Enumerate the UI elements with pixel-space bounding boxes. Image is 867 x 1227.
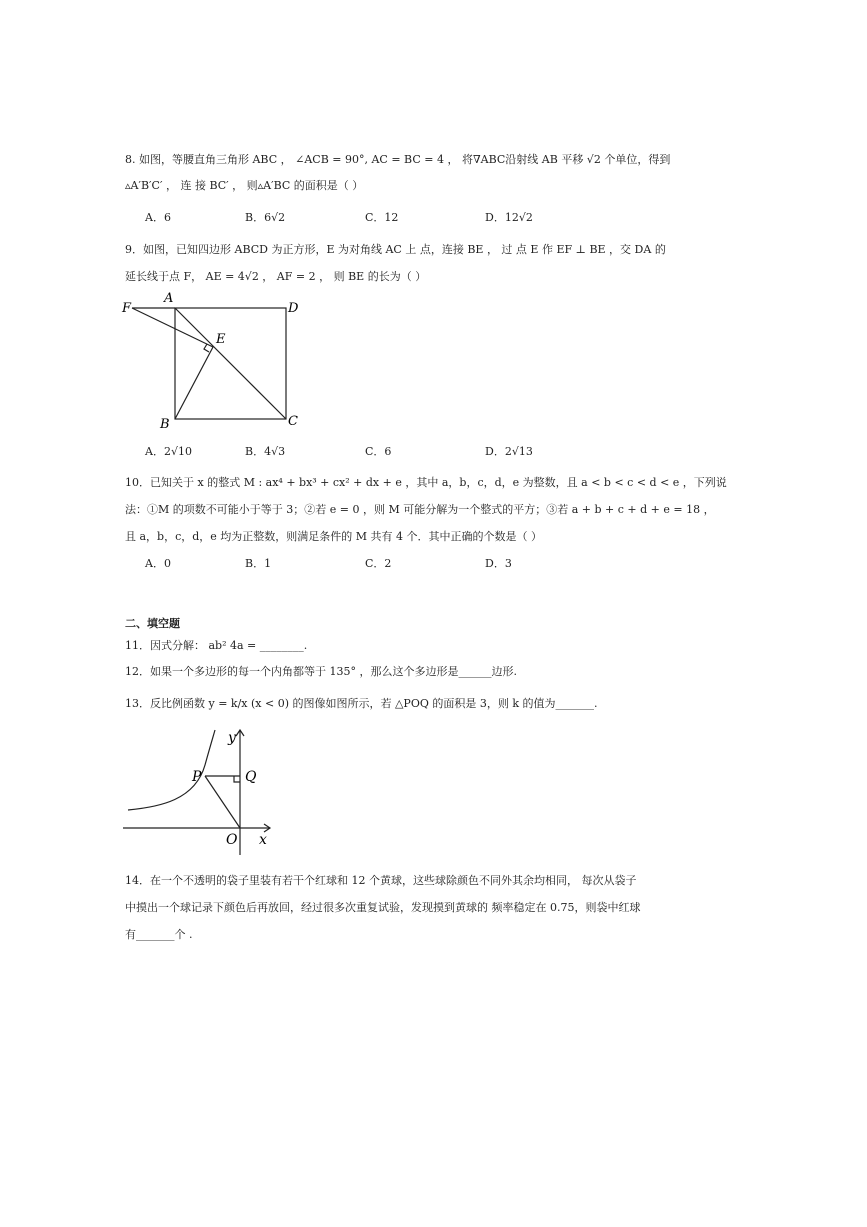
q10-option-d: D．3 bbox=[485, 557, 512, 570]
q8-option-d: D．12√2 bbox=[485, 211, 533, 224]
label-f: F bbox=[122, 301, 132, 316]
q14-text-line3: 有_______个 . bbox=[125, 928, 193, 941]
q10-option-a: A．0 bbox=[145, 557, 171, 570]
label-q: Q bbox=[245, 769, 257, 785]
q8-stem-line2: ▵A′B′C′ ， 连 接 BC′ ， 则▵A′BC 的面积是（ ） bbox=[125, 179, 364, 192]
segment-be bbox=[175, 347, 213, 419]
q9-stem-line2: 延长线于点 F， AE = 4√2 ， AF = 2 ， 则 BE 的长为（ ） bbox=[125, 270, 427, 283]
q12-text: 12．如果一个多边形的每一个内角都等于 135° ，那么这个多边形是______边形. bbox=[125, 665, 517, 678]
hyperbola-curve bbox=[128, 730, 215, 810]
q8-option-b: B．6√2 bbox=[245, 211, 286, 224]
label-y: y bbox=[228, 730, 236, 746]
segment-ef bbox=[132, 308, 213, 347]
right-angle-mark-q bbox=[234, 776, 240, 782]
q10-stem-line2: 法：①M 的项数不可能小于等于 3；②若 e = 0 ，则 M 可能分解为一个整式的平方；③若 a + b + c + d + e = 18 ， bbox=[125, 503, 715, 516]
label-e: E bbox=[216, 332, 226, 347]
label-o: O bbox=[226, 832, 238, 848]
q10-stem-line3: 且 a，b，c，d，e 均为正整数，则满足条件的 M 共有 4 个．其中正确的个数是（ ） bbox=[125, 530, 543, 543]
q9-stem-line1: 9．如图，已知四边形 ABCD 为正方形，E 为对角线 AC 上 点，连接 BE ， 过 点 E 作 EF ⊥ BE ，交 DA 的 bbox=[125, 243, 666, 256]
q14-text-line2: 中摸出一个球记录下颜色后再放回，经过很多次重复试验，发现摸到黄球的 频率稳定在 0.75，则袋中红球 bbox=[125, 901, 641, 914]
label-b: B bbox=[160, 417, 170, 432]
label-a: A bbox=[164, 291, 174, 306]
label-c: C bbox=[288, 414, 298, 429]
q9-option-a: A．2√10 bbox=[145, 445, 192, 458]
diagonal-ac bbox=[175, 308, 286, 419]
q9-option-b: B．4√3 bbox=[245, 445, 286, 458]
q8-option-c: C．12 bbox=[365, 211, 399, 224]
label-x: x bbox=[259, 832, 267, 848]
q10-option-b: B．1 bbox=[245, 557, 272, 570]
section-title: 二、填空题 bbox=[125, 617, 180, 630]
q13-hyperbola-figure bbox=[120, 725, 285, 860]
q10-option-c: C．2 bbox=[365, 557, 392, 570]
q9-option-c: C．6 bbox=[365, 445, 392, 458]
q14-text-line1: 14．在一个不透明的袋子里装有若干个红球和 12 个黄球，这些球除颜色不同外其余均相同， 每次从袋子 bbox=[125, 874, 637, 887]
segment-po bbox=[205, 776, 240, 828]
q9-option-d: D．2√13 bbox=[485, 445, 533, 458]
q11-text: 11．因式分解： ab² 4a = ________. bbox=[125, 639, 308, 652]
q13-text: 13．反比例函数 y = k/x (x < 0) 的图像如图所示，若 △POQ 的面积是 3，则 k 的值为_______. bbox=[125, 697, 598, 710]
q10-stem-line1: 10．已知关于 x 的整式 M : ax⁴ + bx³ + cx² + dx + e ，其中 a，b，c，d，e 为整数，且 a < b < c < d < e ，下列说 bbox=[125, 476, 727, 489]
q9-square-figure bbox=[120, 285, 310, 435]
label-d: D bbox=[288, 301, 299, 316]
q8-option-a: A．6 bbox=[145, 211, 171, 224]
label-p: P bbox=[192, 769, 202, 785]
q8-stem-line1: 8. 如图，等腰直角三角形 ABC ， ∠ACB = 90°, AC = BC = 4 ， 将∇ABC沿射线 AB 平移 √2 个单位，得到 bbox=[125, 153, 671, 166]
